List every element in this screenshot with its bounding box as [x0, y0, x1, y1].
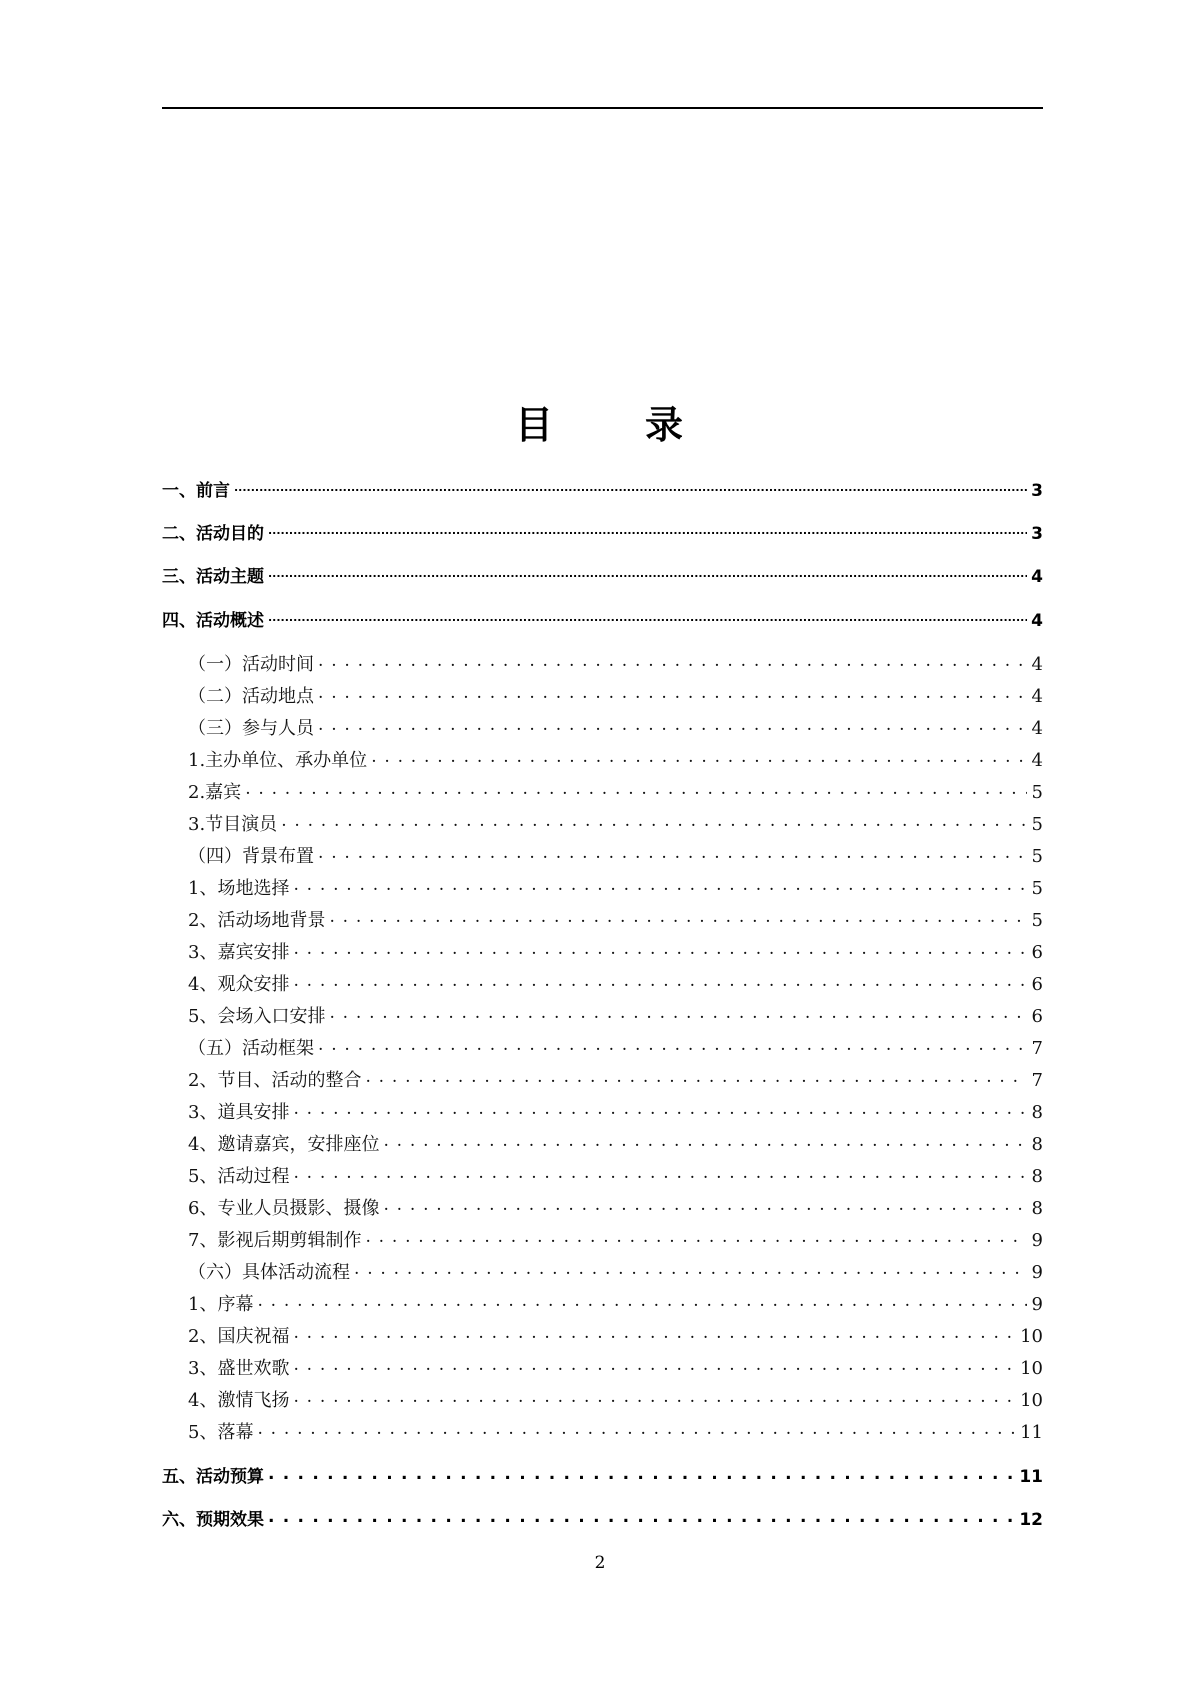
toc-entry-page: 3: [1031, 524, 1043, 544]
toc-title-left: 目: [514, 403, 555, 447]
toc-entry-page: 7: [1031, 1038, 1043, 1059]
toc-entry-text: 1、场地选择: [188, 878, 290, 899]
toc-entry-page: 5: [1031, 878, 1043, 899]
toc-entry-text: 2、节目、活动的整合: [188, 1070, 362, 1091]
toc-entry-page: 10: [1020, 1390, 1043, 1411]
toc-entry-text: 6、专业人员摄影、摄像: [188, 1198, 380, 1219]
toc-entry[interactable]: [162, 1462, 1043, 1487]
toc-entry-text: （二）活动地点: [188, 686, 314, 707]
toc-entry[interactable]: [162, 1505, 1043, 1530]
toc-entry-text: 2、活动场地背景: [188, 910, 326, 931]
toc-leader: [365, 1228, 1027, 1246]
toc-entry-page: 6: [1031, 942, 1043, 963]
toc-title: [0, 400, 1200, 450]
toc-leader: [318, 652, 1027, 670]
toc-entry-page: 6: [1031, 1006, 1043, 1027]
toc-entry-page: 3: [1031, 481, 1043, 501]
toc-entry[interactable]: [162, 519, 1043, 544]
toc-entry[interactable]: [188, 1354, 1043, 1380]
toc-entry[interactable]: [188, 906, 1043, 932]
toc-entry-text: 六、预期效果: [162, 1510, 264, 1530]
toc-entry[interactable]: [188, 1290, 1043, 1316]
toc-entry[interactable]: [188, 1386, 1043, 1412]
toc-entry-text: 3、盛世欢歌: [188, 1358, 290, 1379]
toc-entry-text: 7、影视后期剪辑制作: [188, 1230, 362, 1251]
toc-entry-page: 9: [1031, 1230, 1043, 1251]
toc-leader: [293, 940, 1027, 958]
toc-leader: [371, 748, 1027, 766]
toc-leader: [329, 1004, 1027, 1022]
toc-entry-text: 4、观众安排: [188, 974, 290, 995]
toc-entry[interactable]: [188, 1098, 1043, 1124]
toc-entry[interactable]: [162, 606, 1043, 631]
toc-entry[interactable]: [188, 1066, 1043, 1092]
toc-entry-page: 11: [1020, 1422, 1043, 1443]
toc-entry-text: 4、邀请嘉宾，安排座位: [188, 1134, 380, 1155]
toc-entry-text: 1.主办单位、承办单位: [188, 750, 368, 771]
toc-leader: [383, 1132, 1027, 1150]
toc-leader: [293, 876, 1027, 894]
toc-entry-page: 4: [1031, 611, 1043, 631]
toc-entry-page: 8: [1031, 1198, 1043, 1219]
toc-entry[interactable]: [188, 1034, 1043, 1060]
toc-entry[interactable]: [188, 842, 1043, 868]
toc-entry[interactable]: [188, 682, 1043, 708]
toc-entry[interactable]: [188, 746, 1043, 772]
toc-entry[interactable]: [188, 1322, 1043, 1348]
toc-entry-text: 1、序幕: [188, 1294, 254, 1315]
toc-entry-page: 6: [1031, 974, 1043, 995]
toc-entry-page: 7: [1031, 1070, 1043, 1091]
toc-entry-page: 10: [1020, 1326, 1043, 1347]
toc-entry-page: 4: [1031, 686, 1043, 707]
toc-entry-page: 9: [1031, 1294, 1043, 1315]
toc-entry-text: 2.嘉宾: [188, 782, 242, 803]
toc-entry[interactable]: [188, 714, 1043, 740]
toc-entry-page: 12: [1019, 1510, 1043, 1530]
toc-entry-page: 9: [1031, 1262, 1043, 1283]
toc-entry[interactable]: [188, 778, 1043, 804]
toc-entry-text: 三、活动主题: [162, 567, 264, 587]
toc-entry-text: （一）活动时间: [188, 654, 314, 675]
toc-leader: [268, 522, 1027, 539]
toc-leader: [245, 780, 1027, 798]
toc-entry-page: 4: [1031, 718, 1043, 739]
toc-entry-text: （四）背景布置: [188, 846, 314, 867]
toc-entry[interactable]: [188, 874, 1043, 900]
toc-entry-text: （三）参与人员: [188, 718, 314, 739]
toc-entry-page: 5: [1031, 782, 1043, 803]
toc-entry-text: 3.节目演员: [188, 814, 278, 835]
toc-leader: [293, 1164, 1027, 1182]
toc-entry[interactable]: [188, 938, 1043, 964]
toc-leader: [365, 1068, 1027, 1086]
toc-entry[interactable]: [188, 1162, 1043, 1188]
toc-leader: [234, 479, 1027, 496]
toc-entry-page: 5: [1031, 846, 1043, 867]
toc-leader: [383, 1196, 1027, 1214]
toc-entry-page: 4: [1031, 750, 1043, 771]
toc-leader: [268, 565, 1027, 582]
toc-entry-text: 二、活动目的: [162, 524, 264, 544]
toc-entry-text: 4、激情飞扬: [188, 1390, 290, 1411]
toc-entry[interactable]: [188, 1002, 1043, 1028]
toc-leader: [318, 1036, 1027, 1054]
toc-leader: [318, 684, 1027, 702]
toc-leader: [318, 716, 1027, 734]
toc-entry-page: 8: [1031, 1166, 1043, 1187]
toc-leader: [257, 1292, 1027, 1310]
toc-leader: [293, 1100, 1027, 1118]
toc-entry-text: （六）具体活动流程: [188, 1262, 350, 1283]
toc-leader: [293, 972, 1027, 990]
toc-entry-text: 5、会场入口安排: [188, 1006, 326, 1027]
toc-entry-text: 四、活动概述: [162, 611, 264, 631]
toc-entry-page: 8: [1031, 1102, 1043, 1123]
toc-entry[interactable]: [162, 562, 1043, 587]
toc-entry-text: 5、活动过程: [188, 1166, 290, 1187]
toc-entry[interactable]: [188, 970, 1043, 996]
toc-entry-page: 10: [1020, 1358, 1043, 1379]
toc-entry[interactable]: [162, 476, 1043, 501]
toc-entry-text: 5、落幕: [188, 1422, 254, 1443]
toc-entry[interactable]: [188, 1226, 1043, 1252]
toc-leader: [318, 844, 1027, 862]
toc-leader: [257, 1420, 1016, 1438]
toc-entry[interactable]: [188, 1194, 1043, 1220]
toc-entry-page: 5: [1031, 910, 1043, 931]
toc-entry-text: 2、国庆祝福: [188, 1326, 290, 1347]
toc-leader: [354, 1260, 1027, 1278]
toc-leader: [268, 609, 1027, 626]
toc-leader: [329, 908, 1027, 926]
page-number: 2: [594, 1553, 606, 1573]
toc-entry-text: 五、活动预算: [162, 1467, 264, 1487]
toc-entry[interactable]: [188, 810, 1043, 836]
toc-entry[interactable]: [188, 1130, 1043, 1156]
toc-entry-page: 11: [1019, 1467, 1043, 1487]
header-rule: [162, 107, 1043, 109]
toc-entry-page: 8: [1031, 1134, 1043, 1155]
toc-entry-page: 4: [1031, 654, 1043, 675]
toc-entry-page: 5: [1031, 814, 1043, 835]
toc-leader: [293, 1388, 1016, 1406]
toc-entry-text: 3、嘉宾安排: [188, 942, 290, 963]
toc-entry[interactable]: [188, 1418, 1043, 1444]
toc-leader: [293, 1324, 1016, 1342]
toc-entry[interactable]: [188, 1258, 1043, 1284]
toc-entry[interactable]: [188, 650, 1043, 676]
toc-leader: [293, 1356, 1016, 1374]
toc-title-right: 录: [645, 403, 686, 447]
toc-leader: [268, 1465, 1015, 1482]
toc-entry-text: （五）活动框架: [188, 1038, 314, 1059]
toc-leader: [281, 812, 1027, 830]
toc-entry-text: 一、前言: [162, 481, 230, 501]
toc-leader: [268, 1508, 1015, 1525]
toc-entry-page: 4: [1031, 567, 1043, 587]
toc-entry-text: 3、道具安排: [188, 1102, 290, 1123]
